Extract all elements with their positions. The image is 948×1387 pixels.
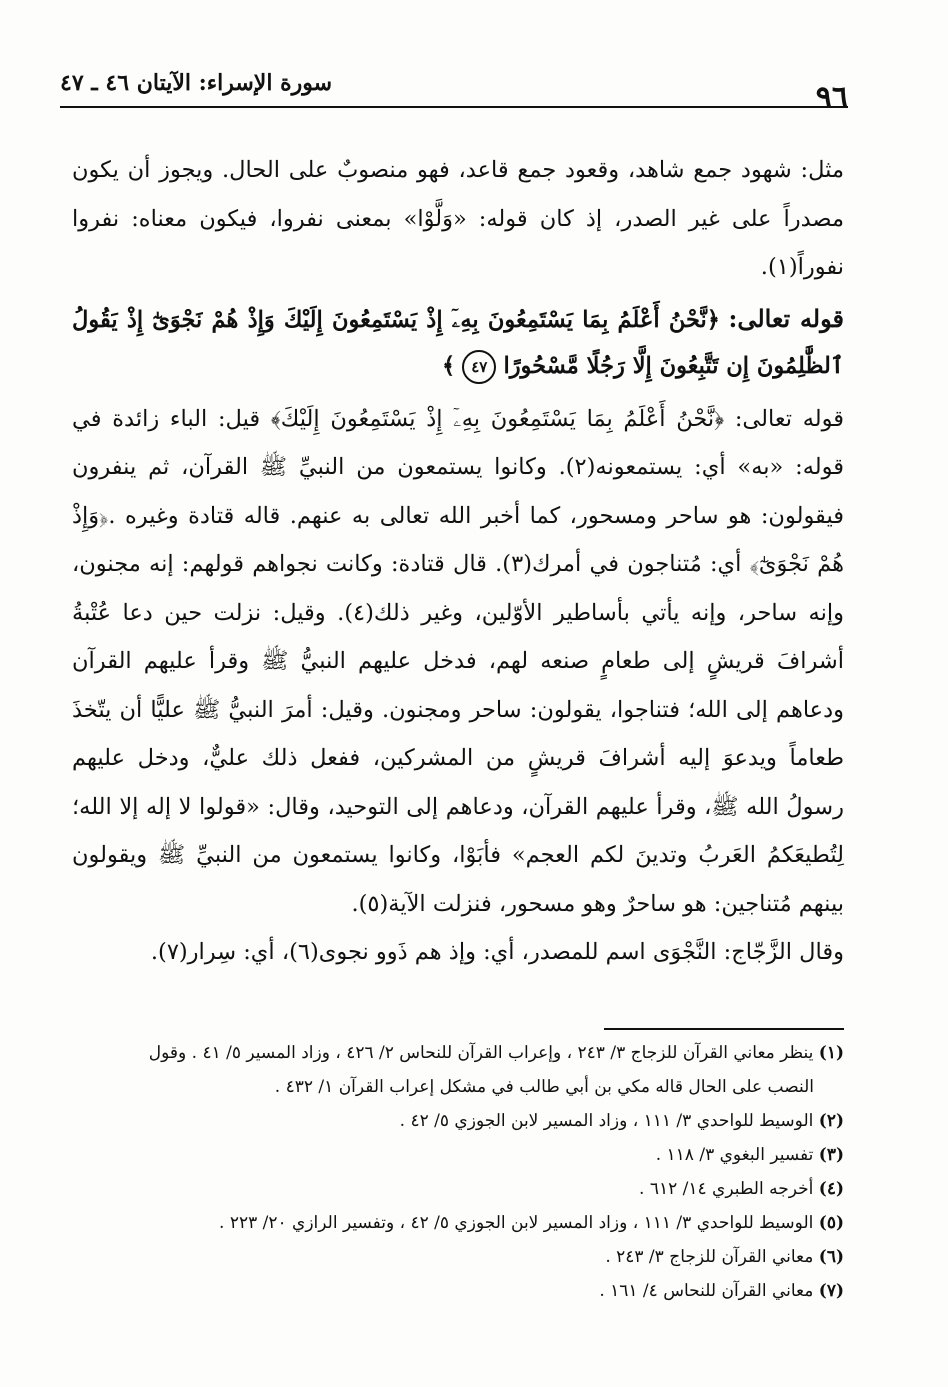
footnote-number: (٤) <box>818 1179 844 1199</box>
paragraph-2: قوله تعالى: ﴿نَّحْنُ أَعْلَمُ بِمَا يَسْتَمِعُونَ بِهِۦٓ إِذْ يَسْتَمِعُونَ إِلَيْكَ﴾ قيل: الباء زائدة في قوله: «به» أي: يستمعونه(٢). وكانوا يستمعون من النبيِّ ﷺ القرآن، ثم ينفرون فيقولون: هو ساحر ومسحور، كما أخبر الله تعالى به عنهم. قاله قتادة وغيره .﴿وَإِذْ هُمْ نَجْوَىٰٓ﴾ أي: مُتناجون في أمرك(٣). قال قتادة: وكانت نجواهم قولهم: إنه مجنون، وإنه ساحر، وإنه يأتي بأساطير الأوّلين، وغير ذلك(٤). وقيل: نزلت حين دعا عُتْبةُ أشرافَ قريشٍ إلى طعامٍ صنعه لهم، فدخل عليهم النبيُّ ﷺ وقرأ عليهم القرآن ودعاهم إلى الله؛ فتناجوا، يقولون: ساحر ومجنون. وقيل: أمرَ النبيُّ ﷺ عليًّا أن يتّخذَ طعاماً ويدعوَ إليه أشرافَ قريشٍ من المشركين، ففعل ذلك عليٌّ، ودخل عليهم رسولُ الله ﷺ، وقرأ عليهم القرآن، ودعاهم إلى التوحيد، وقال: «قولوا لا إله إلا الله؛ لِتُطيعَكمُ العَربُ وتدينَ لكم العجم» فأبَوْا، وكانوا يستمعون من النبيِّ ﷺ ويقولون بينهم مُتناجين: هو ساحرٌ وهو مسحور، فنزلت الآية(٥). <box>72 405 844 917</box>
footnote-text: معاني القرآن للنحاس ٤/ ١٦١ . <box>599 1281 814 1301</box>
paragraph-3: وقال الزَّجّاج: النَّجْوَى اسم للمصدر، أي: وإذ هم ذَوو نجوى(٦)، أي: سِرار(٧). <box>150 939 844 965</box>
footnote-1 <box>64 1036 844 1070</box>
verse-heading: قوله تعالى: <box>728 303 844 333</box>
footnote-number: (٢) <box>818 1111 844 1131</box>
footnote-text: الوسيط للواحدي ٣/ ١١١ ، وزاد المسير لابن الجوزي ٥/ ٤٢ ، وتفسير الرازي ٢٠/ ٢٢٣ . <box>219 1213 814 1233</box>
footnote-number: (٣) <box>818 1145 844 1165</box>
footnote-text: معاني القرآن للزجاج ٣/ ٢٤٣ . <box>605 1247 814 1267</box>
running-title: سورة الإسراء: الآيتان ٤٦ ـ ٤٧ <box>60 70 333 96</box>
footnote-text: الوسيط للواحدي ٣/ ١١١ ، وزاد المسير لابن الجوزي ٥/ ٤٢ . <box>399 1111 814 1131</box>
ayah-number-icon: ٤٧ <box>462 350 496 384</box>
footnote-text: أخرجه الطبري ١٤/ ٦١٢ . <box>639 1179 814 1199</box>
footnotes <box>64 1036 844 1308</box>
footnote-5 <box>64 1206 844 1240</box>
footnote-number: (٦) <box>818 1247 844 1267</box>
footnote-divider <box>604 1028 844 1030</box>
main-text <box>72 146 844 977</box>
footnote-text: تفسير البغوي ٣/ ١١٨ . <box>655 1145 814 1165</box>
paragraph-1: مثل: شهود جمع شاهد، وقعود جمع قاعد، فهو منصوبٌ على الحال. ويجوز أن يكون مصدراً على غير الصدر، إذ كان قوله: «وَلَّوْا» بمعنى نفروا، فيكون معناه: نفروا نفوراً(١). <box>72 157 844 280</box>
footnote-3 <box>64 1138 844 1172</box>
footnote-7 <box>64 1274 844 1308</box>
footnote-number: (٧) <box>818 1281 844 1301</box>
footnote-1-continued <box>64 1070 814 1104</box>
verse-close-bracket: ﴾ <box>441 352 456 379</box>
quran-verse: ﴿نَّحْنُ أَعْلَمُ بِمَا يَسْتَمِعُونَ بِهِۦٓ إِذْ يَسْتَمِعُونَ إِلَيْكَ وَإِذْ هُمْ نَجْوَىٰٓ إِذْ يَقُولُ ٱلظَّٰلِمُونَ إِن تَتَّبِعُونَ إِلَّا رَجُلًا مَّسْحُورًا <box>72 306 844 379</box>
footnote-number: (١) <box>818 1043 844 1063</box>
page-number: ٩٦ <box>815 80 848 115</box>
footnote-2 <box>64 1104 844 1138</box>
verse-block <box>72 296 844 389</box>
footnote-6 <box>64 1240 844 1274</box>
page-header <box>60 62 848 115</box>
footnote-text: النصب على الحال قاله مكي بن أبي طالب في مشكل إعراب القرآن ١/ ٤٣٢ . <box>274 1077 814 1097</box>
footnote-text: ينظر معاني القرآن للزجاج ٣/ ٢٤٣ ، وإعراب القرآن للنحاس ٢/ ٤٢٦ ، وزاد المسير ٥/ ٤١ . وقول <box>148 1043 814 1063</box>
footnote-number: (٥) <box>818 1213 844 1233</box>
footnote-4 <box>64 1172 844 1206</box>
